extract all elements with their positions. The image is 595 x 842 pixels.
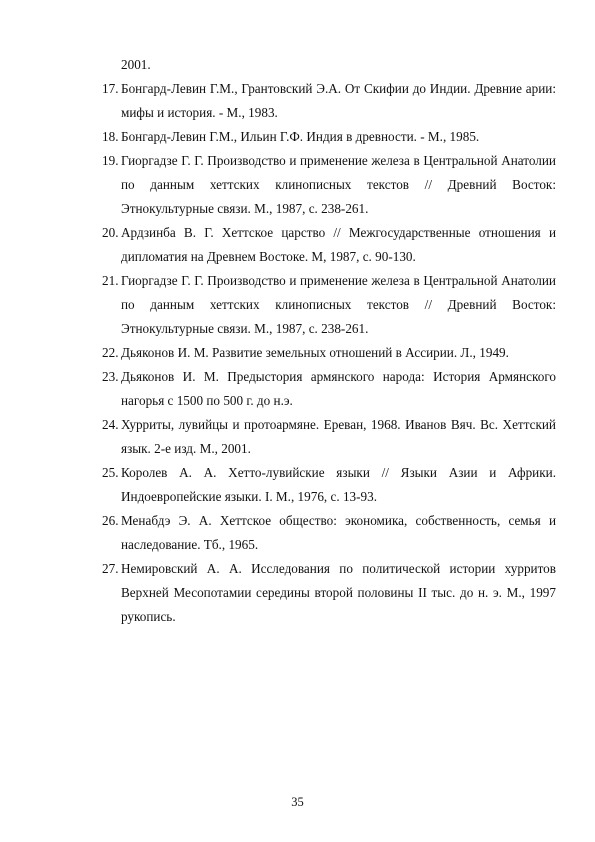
reference-text: Менабдэ Э. А. Хеттское общество: экономика, собственность, семья и наследование. Тб., 1965. xyxy=(121,513,556,552)
reference-number: 19. xyxy=(102,153,119,168)
reference-item xyxy=(102,221,556,269)
reference-item xyxy=(102,149,556,221)
reference-number: 24. xyxy=(102,417,119,432)
reference-item xyxy=(102,365,556,413)
reference-number: 25. xyxy=(102,465,119,480)
reference-number: 22. xyxy=(102,345,119,360)
reference-item xyxy=(102,125,556,149)
reference-text: Королев А. А. Хетто-лувийские языки // Языки Азии и Африки. Индоевропейские языки. I. М., 1976, с. 13-93. xyxy=(121,465,556,504)
reference-list xyxy=(102,53,556,629)
reference-item xyxy=(102,413,556,461)
reference-text: Бонгард-Левин Г.М., Ильин Г.Ф. Индия в древности. - М., 1985. xyxy=(121,129,480,144)
reference-text: Дьяконов И. М. Предыстория армянского народа: История Армянского нагорья с 1500 по 500 г. до н.э. xyxy=(121,369,556,408)
reference-continuation: 2001. xyxy=(121,57,151,72)
reference-text: Бонгард-Левин Г.М., Грантовский Э.А. От Скифии до Индии. Древние арии: мифы и история. - М., 1983. xyxy=(121,81,556,120)
reference-text: Гиоргадзе Г. Г. Производство и применение железа в Центральной Анатолии по данным хеттских клинописных текстов // Древний Восток: Этнокультурные связи. М., 1987, с. 238-261. xyxy=(121,153,556,216)
reference-number: 17. xyxy=(102,81,119,96)
reference-item xyxy=(102,509,556,557)
reference-item xyxy=(102,269,556,341)
reference-item xyxy=(102,557,556,629)
reference-text: Хурриты, лувийцы и протоармяне. Ереван, 1968. Иванов Вяч. Вс. Хеттский язык. 2-е изд. М., 2001. xyxy=(121,417,556,456)
reference-number: 20. xyxy=(102,225,119,240)
reference-text: Ардзинба В. Г. Хеттское царство // Межгосударственные отношения и дипломатия на Древнем Востоке. М, 1987, с. 90-130. xyxy=(121,225,556,264)
reference-text: Гиоргадзе Г. Г. Производство и применение железа в Центральной Анатолии по данным хеттских клинописных текстов // Древний Восток: Этнокультурные связи. М., 1987, с. 238-261. xyxy=(121,273,556,336)
reference-number: 21. xyxy=(102,273,119,288)
reference-item xyxy=(102,77,556,125)
reference-number: 23. xyxy=(102,369,119,384)
reference-text: Немировский А. А. Исследования по политической истории хурритов Верхней Месопотамии середины второй половины II тыс. до н. э. М., 1997 рукопись. xyxy=(121,561,556,624)
page-number: 35 xyxy=(291,795,304,809)
reference-item xyxy=(102,341,556,365)
reference-item xyxy=(102,461,556,509)
reference-number: 26. xyxy=(102,513,119,528)
reference-number: 18. xyxy=(102,129,119,144)
reference-number: 27. xyxy=(102,561,119,576)
reference-text: Дьяконов И. М. Развитие земельных отношений в Ассирии. Л., 1949. xyxy=(121,345,509,360)
